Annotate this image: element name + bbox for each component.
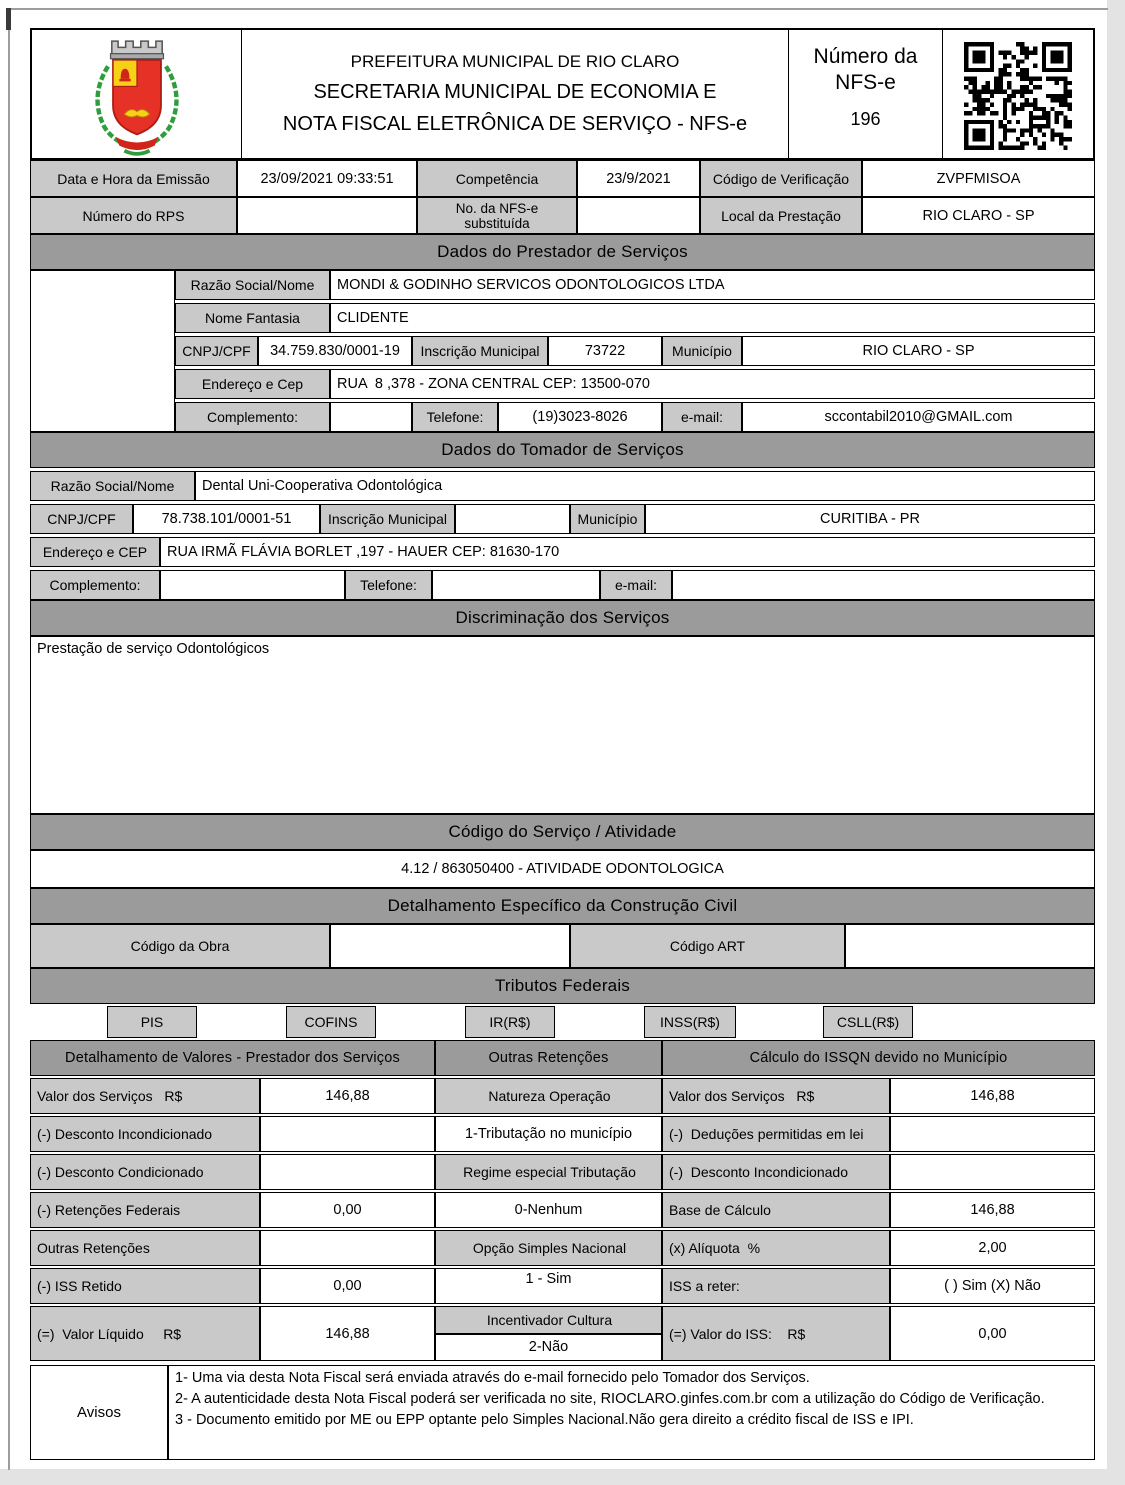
document-header: [30, 28, 1095, 160]
logo-cell: [32, 30, 242, 158]
prestador-municipio-label: Município: [662, 336, 742, 366]
tomador-telefone-label: Telefone:: [345, 570, 432, 600]
prestador-telefone-label: Telefone:: [412, 402, 498, 432]
ir-value: [555, 1006, 644, 1038]
opcao-simples-value: 1 - Sim: [435, 1268, 662, 1304]
iss-a-reter-value: ( ) Sim (X) Não: [890, 1268, 1095, 1304]
inss-value: [736, 1006, 823, 1038]
tomador-telefone-value: [432, 570, 600, 600]
prestador-inscricao-value: 73722: [548, 336, 662, 366]
valor-iss-label: (=) Valor do ISS: R$: [662, 1306, 890, 1361]
valor-liquido-value: 146,88: [260, 1306, 435, 1361]
valor-servicos-value: 146,88: [260, 1078, 435, 1114]
nfse-document: [30, 28, 1095, 1460]
prestador-blank-cell: [30, 270, 175, 432]
rps-label: Número do RPS: [30, 197, 237, 234]
prestador-block: [30, 270, 1095, 432]
substituida-label: No. da NFS-e substituída: [417, 197, 577, 234]
nfse-number-value: 196: [850, 108, 881, 129]
prestador-cnpj-value: 34.759.830/0001-19: [258, 336, 412, 366]
ir-label: IR(R$): [465, 1006, 555, 1038]
tomador-complemento-value: [160, 570, 345, 600]
prestador-razao-label: Razão Social/Nome: [175, 270, 330, 300]
prestador-fantasia-value: CLIDENTE: [330, 303, 1095, 333]
opcao-simples-label: Opção Simples Nacional: [435, 1230, 662, 1266]
valores-row-5: [30, 1230, 1095, 1266]
section-tributos: Tributos Federais: [30, 968, 1095, 1004]
csll-value: [913, 1006, 1095, 1038]
cofins-value: [376, 1006, 465, 1038]
rps-value: [237, 197, 417, 234]
aliquota-label: (x) Alíquota %: [662, 1230, 890, 1266]
prestador-email-value: sccontabil2010@GMAIL.com: [742, 402, 1095, 432]
issqn-desconto-incondicionado-label: (-) Desconto Incondicionado: [662, 1154, 890, 1190]
incentivador-cultura-stack: [435, 1306, 662, 1361]
valores-row-1: [30, 1078, 1095, 1114]
deducoes-label: (-) Deduções permitidas em lei: [662, 1116, 890, 1152]
retencoes-federais-label: (-) Retenções Federais: [30, 1192, 260, 1228]
tomador-block: [30, 471, 1095, 600]
prestador-cnpj-label: CNPJ/CPF: [175, 336, 258, 366]
tomador-email-label: e-mail:: [600, 570, 672, 600]
local-value: RIO CLARO - SP: [862, 197, 1095, 234]
valores-middle-header: Outras Retenções: [435, 1040, 662, 1076]
tributos-row: [30, 1004, 1095, 1040]
section-codigo-servico: Código do Serviço / Atividade: [30, 814, 1095, 850]
tomador-cnpj-label: CNPJ/CPF: [30, 504, 133, 534]
prestador-complemento-value: [330, 402, 412, 432]
tomador-email-value: [672, 570, 1095, 600]
valores-left-header: Detalhamento de Valores - Prestador dos Serviços: [30, 1040, 435, 1076]
outras-retencoes-label: Outras Retenções: [30, 1230, 260, 1266]
prestador-inscricao-label: Inscrição Municipal: [412, 336, 548, 366]
local-label: Local da Prestação: [700, 197, 862, 234]
tomador-inscricao-label: Inscrição Municipal: [320, 504, 455, 534]
prestador-endereco-label: Endereço e Cep: [175, 369, 330, 399]
pis-label: PIS: [107, 1006, 197, 1038]
qr-code-icon: [964, 42, 1072, 150]
desconto-condicionado-value: [260, 1154, 435, 1190]
avisos-label: Avisos: [30, 1365, 168, 1460]
codigo-servico-value: 4.12 / 863050400 - ATIVIDADE ODONTOLOGICA: [30, 850, 1095, 888]
prestador-telefone-value: (19)3023-8026: [498, 402, 662, 432]
tomador-municipio-label: Município: [570, 504, 645, 534]
codigo-obra-label: Código da Obra: [30, 924, 330, 968]
pis-value: [197, 1006, 286, 1038]
base-calculo-value: 146,88: [890, 1192, 1095, 1228]
title-line-3: NOTA FISCAL ELETRÔNICA DE SERVIÇO - NFS-e: [282, 113, 748, 135]
tomador-municipio-value: CURITIBA - PR: [645, 504, 1095, 534]
codigo-art-label: Código ART: [570, 924, 845, 968]
valores-right-header: Cálculo do ISSQN devido no Município: [662, 1040, 1095, 1076]
scan-edge-top: [8, 8, 1108, 10]
competencia-label: Competência: [417, 160, 577, 197]
aliquota-value: 2,00: [890, 1230, 1095, 1266]
tomador-inscricao-value: [455, 504, 570, 534]
tomador-razao-value: Dental Uni-Cooperativa Odontológica: [195, 471, 1095, 501]
valor-iss-value: 0,00: [890, 1306, 1095, 1361]
verificacao-label: Código de Verificação: [700, 160, 862, 197]
valor-servicos-label: Valor dos Serviços R$: [30, 1078, 260, 1114]
prestador-fantasia-label: Nome Fantasia: [175, 303, 330, 333]
prestador-municipio-value: RIO CLARO - SP: [742, 336, 1095, 366]
tomador-complemento-label: Complemento:: [30, 570, 160, 600]
codigo-obra-value: [330, 924, 570, 968]
info-row-2: [30, 197, 1095, 234]
natureza-operacao-label: Natureza Operação: [435, 1078, 662, 1114]
desconto-condicionado-label: (-) Desconto Condicionado: [30, 1154, 260, 1190]
cofins-label: COFINS: [286, 1006, 376, 1038]
nfse-number-cell: [788, 30, 943, 158]
qr-cell: [943, 30, 1093, 158]
aviso-line-2: 2- A autenticidade desta Nota Fiscal poderá ser verificada no site, RIOCLARO.ginfes.com.br com a utilização do Código de Verificação.: [175, 1391, 1045, 1408]
issqn-valor-servicos-value: 146,88: [890, 1078, 1095, 1114]
iss-a-reter-label: ISS a reter:: [662, 1268, 890, 1304]
scan-edge-left: [8, 8, 10, 1470]
valores-row-3: [30, 1154, 1095, 1190]
scan-artifact: [6, 8, 11, 30]
desconto-incondicionado-label: (-) Desconto Incondicionado: [30, 1116, 260, 1152]
tomador-endereco-value: RUA IRMÃ FLÁVIA BORLET ,197 - HAUER CEP: 81630-170: [160, 537, 1095, 567]
competencia-value: 23/9/2021: [577, 160, 700, 197]
title-line-1: PREFEITURA MUNICIPAL DE RIO CLARO: [350, 52, 680, 71]
deducoes-value: [890, 1116, 1095, 1152]
valor-liquido-label: (=) Valor Líquido R$: [30, 1306, 260, 1361]
nfse-number-label: Número da NFS-e: [813, 45, 918, 95]
tomador-cnpj-value: 78.738.101/0001-51: [133, 504, 320, 534]
incentivador-cultura-value: 2-Não: [435, 1334, 662, 1362]
base-calculo-label: Base de Cálculo: [662, 1192, 890, 1228]
emissao-value: 23/09/2021 09:33:51: [237, 160, 417, 197]
section-construcao: Detalhamento Específico da Construção Civil: [30, 888, 1095, 924]
iss-retido-value: 0,00: [260, 1268, 435, 1304]
title-block: [242, 30, 788, 158]
avisos-block: [30, 1365, 1095, 1460]
csll-label: CSLL(R$): [823, 1006, 913, 1038]
iss-retido-label: (-) ISS Retido: [30, 1268, 260, 1304]
valores-row-2: [30, 1116, 1095, 1152]
discriminacao-box: Prestação de serviço Odontológicos: [30, 636, 1095, 814]
issqn-valor-servicos-label: Valor dos Serviços R$: [662, 1078, 890, 1114]
tomador-endereco-label: Endereço e CEP: [30, 537, 160, 567]
valores-row-6: [30, 1268, 1095, 1304]
info-row-1: [30, 160, 1095, 197]
regime-especial-value: 0-Nenhum: [435, 1192, 662, 1228]
section-prestador: Dados do Prestador de Serviços: [30, 234, 1095, 270]
verificacao-value: ZVPFMISOA: [862, 160, 1095, 197]
retencoes-federais-value: 0,00: [260, 1192, 435, 1228]
prestador-endereco-value: RUA 8 ,378 - ZONA CENTRAL CEP: 13500-070: [330, 369, 1095, 399]
section-discriminacao: Discriminação dos Serviços: [30, 600, 1095, 636]
prestador-complemento-label: Complemento:: [175, 402, 330, 432]
desconto-incondicionado-value: [260, 1116, 435, 1152]
substituida-value: [577, 197, 700, 234]
avisos-body: [168, 1365, 1095, 1460]
incentivador-cultura-label: Incentivador Cultura: [435, 1306, 662, 1334]
aviso-line-3: 3 - Documento emitido por ME ou EPP optante pelo Simples Nacional.Não gera direito a crédito fiscal de ISS e IPI.: [175, 1412, 914, 1429]
prestador-email-label: e-mail:: [662, 402, 742, 432]
valores-row-4: [30, 1192, 1095, 1228]
municipal-coat-of-arms-icon: [73, 31, 201, 157]
section-tomador: Dados do Tomador de Serviços: [30, 432, 1095, 468]
emissao-label: Data e Hora da Emissão: [30, 160, 237, 197]
codigo-art-value: [845, 924, 1095, 968]
prestador-razao-value: MONDI & GODINHO SERVICOS ODONTOLOGICOS LTDA: [330, 270, 1095, 300]
tomador-razao-label: Razão Social/Nome: [30, 471, 195, 501]
scan-edge-bottom: [0, 1469, 1125, 1485]
aviso-line-1: 1- Uma via desta Nota Fiscal será enviada através do e-mail fornecido pelo Tomador dos Serviços.: [175, 1370, 810, 1386]
outras-retencoes-value: [260, 1230, 435, 1266]
inss-label: INSS(R$): [644, 1006, 736, 1038]
issqn-desconto-incondicionado-value: [890, 1154, 1095, 1190]
scan-edge-right: [1107, 0, 1125, 1485]
natureza-operacao-value: 1-Tributação no município: [435, 1116, 662, 1152]
valores-headers: [30, 1040, 1095, 1076]
valores-row-7: [30, 1306, 1095, 1361]
title-line-2: SECRETARIA MUNICIPAL DE ECONOMIA E: [313, 81, 717, 103]
regime-especial-label: Regime especial Tributação: [435, 1154, 662, 1190]
